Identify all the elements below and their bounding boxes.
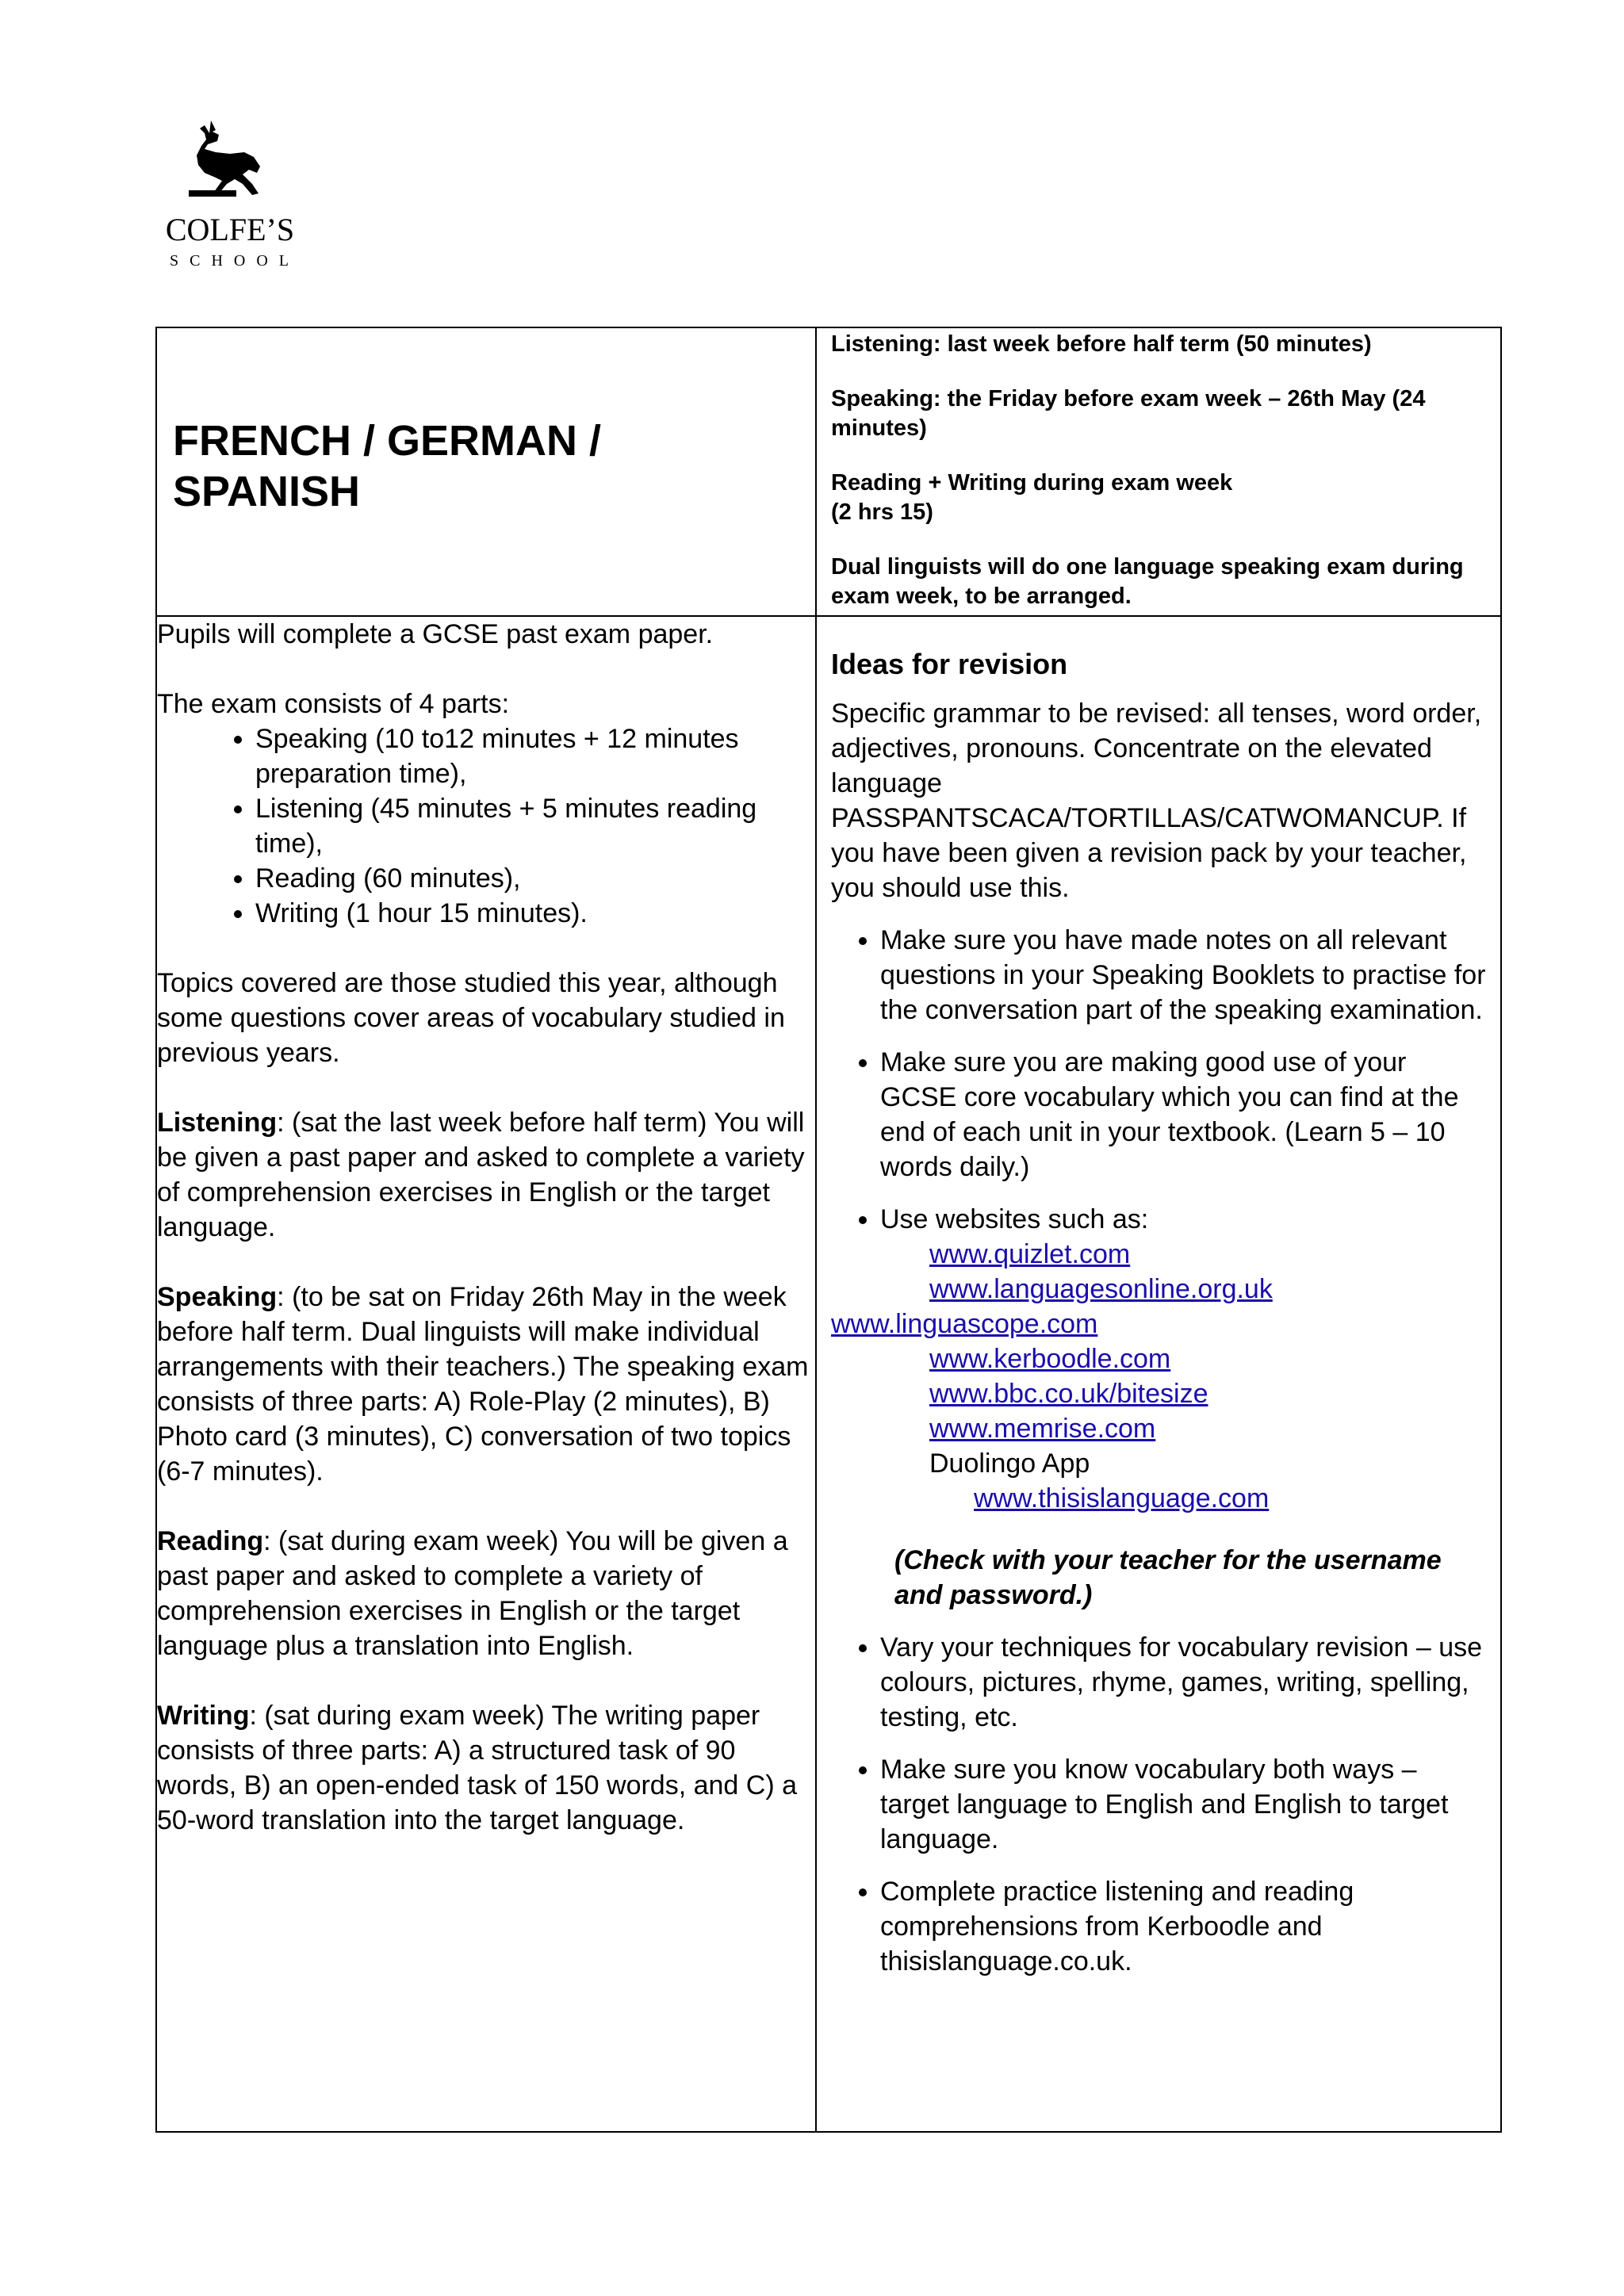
reading-section	[157, 1524, 815, 1663]
tip-practice-comprehensions: • Complete practice listening and reading comprehensions from Kerboodle and thisislanguage.co.uk.	[880, 1874, 1488, 1979]
ideas-heading: Ideas for revision	[831, 648, 1068, 680]
link-quizlet[interactable]: www.quizlet.com	[929, 1239, 1131, 1269]
tip-speaking-booklets: • Make sure you have made notes on all relevant questions in your Speaking Booklets to practise for the conversation part of the speaking examination.	[880, 923, 1488, 1027]
duolingo-app: Duolingo App	[929, 1448, 1090, 1479]
stag-crest-icon	[181, 117, 276, 209]
content-row	[156, 616, 1501, 2132]
parts-heading: The exam consists of 4 parts:	[157, 689, 510, 719]
exam-parts-list	[157, 721, 815, 931]
websites-intro: Use websites such as:	[880, 1204, 1149, 1234]
list-item: • Reading (60 minutes),	[255, 861, 815, 896]
header-row	[156, 327, 1501, 616]
schedule-listening: Listening: last week before half term (50 minutes)	[831, 331, 1372, 357]
link-languagesonline[interactable]: www.languagesonline.org.uk	[929, 1274, 1273, 1304]
websites-list	[831, 1237, 1488, 1516]
schedule-cell	[816, 327, 1501, 616]
tip-websites	[880, 1202, 1488, 1237]
list-item: • Listening (45 minutes + 5 minutes reading time),	[255, 791, 815, 861]
writing-text: : (sat during exam week) The writing paper consists of three parts: A) a structured task of 90 words, B) an open-ended task of 150 words, and C) a 50-word translation into the target language.	[157, 1701, 798, 1835]
listening-label: Listening	[157, 1108, 278, 1138]
revision-tips-list	[831, 923, 1488, 1237]
subject-title: FRENCH / GERMAN / SPANISH	[173, 417, 601, 515]
listening-section	[157, 1105, 815, 1245]
writing-section	[157, 1698, 815, 1838]
schedule-reading-writing: Reading + Writing during exam week (2 hrs 15)	[831, 470, 1233, 525]
revision-tips-list-2	[831, 1630, 1488, 1979]
writing-label: Writing	[157, 1701, 250, 1731]
schedule-speaking: Speaking: the Friday before exam week – 26th May (24 minutes)	[831, 386, 1426, 441]
title-cell	[156, 327, 816, 616]
listening-text: : (sat the last week before half term) You will be given a past paper and asked to complete a variety of comprehension exercises in English or the target language.	[157, 1108, 805, 1242]
link-thisislanguage[interactable]: www.thisislanguage.com	[974, 1483, 1270, 1513]
intro-text: Pupils will complete a GCSE past exam paper.	[157, 619, 714, 649]
exam-info-cell	[156, 616, 816, 2132]
speaking-label: Speaking	[157, 1282, 278, 1312]
topics-text: Topics covered are those studied this year, although some questions cover areas of vocabulary studied in previous years.	[157, 968, 785, 1068]
logo-school-subtitle: SCHOOL	[170, 252, 301, 270]
speaking-text: : (to be sat on Friday 26th May in the week before half term. Dual linguists will make individual arrangements with their teachers.) The speaking exam consists of three parts: A) Role-Play (2 minutes), B) Photo card (3 minutes), C) conversation of two topics (6-7 minutes).	[157, 1282, 809, 1487]
revision-table	[155, 327, 1502, 2133]
list-item: • Speaking (10 to12 minutes + 12 minutes preparation time),	[255, 721, 815, 791]
reading-text: : (sat during exam week) You will be given a past paper and asked to complete a variety of comprehension exercises in English or the target language plus a translation into English.	[157, 1526, 788, 1661]
speaking-section	[157, 1280, 815, 1489]
link-memrise[interactable]: www.memrise.com	[929, 1414, 1156, 1444]
reading-label: Reading	[157, 1526, 264, 1556]
link-kerboodle[interactable]: www.kerboodle.com	[929, 1344, 1171, 1374]
link-linguascope[interactable]: www.linguascope.com	[831, 1309, 1098, 1339]
logo-school-name: COLFE’S	[165, 212, 295, 247]
list-item: • Writing (1 hour 15 minutes).	[255, 896, 815, 931]
school-logo	[159, 117, 301, 276]
username-note: (Check with your teacher for the username and password.)	[894, 1545, 1442, 1610]
grammar-text: Specific grammar to be revised: all tenses, word order, adjectives, pronouns. Concentrate on the elevated language PASSPANTSCACA/TORTILLAS/CATWOMANCUP. If you have been given a revision pack by your teacher, you should use this.	[831, 698, 1482, 903]
revision-ideas-cell	[816, 616, 1501, 2132]
tip-vocabulary-both-ways: • Make sure you know vocabulary both ways – target language to English and English to target language.	[880, 1752, 1488, 1857]
tip-core-vocabulary: • Make sure you are making good use of your GCSE core vocabulary which you can find at the end of each unit in your textbook. (Learn 5 – 10 words daily.)	[880, 1045, 1488, 1184]
tip-vocabulary-techniques: • Vary your techniques for vocabulary revision – use colours, pictures, rhyme, games, writing, spelling, testing, etc.	[880, 1630, 1488, 1735]
schedule-dual-linguists: Dual linguists will do one language speaking exam during exam week, to be arranged.	[831, 554, 1464, 609]
link-bbc-bitesize[interactable]: www.bbc.co.uk/bitesize	[929, 1379, 1208, 1409]
